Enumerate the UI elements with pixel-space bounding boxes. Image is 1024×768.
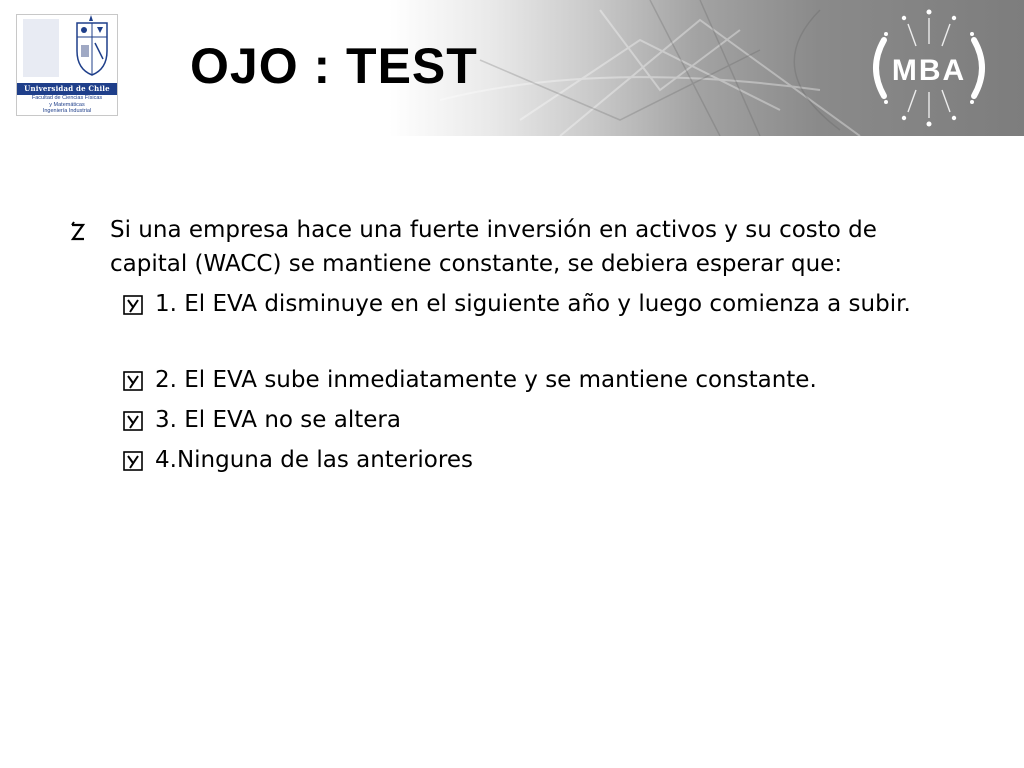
university-faculty bbox=[17, 95, 117, 115]
university-name: Universidad de Chile bbox=[17, 83, 117, 95]
slide-title: OJO : TEST bbox=[190, 38, 478, 94]
y-bullet-icon bbox=[123, 451, 143, 471]
mba-logo-text: MBA bbox=[891, 54, 967, 87]
option-2-text: 2. El EVA sube inmediatamente y se mantiene constante. bbox=[155, 367, 817, 393]
option-1-text: 1. El EVA disminuye en el siguiente año y luego comienza a subir. bbox=[155, 291, 911, 317]
y-bullet-icon bbox=[123, 411, 143, 431]
option-3-text: 3. El EVA no se altera bbox=[155, 407, 401, 433]
z-bullet-icon bbox=[70, 213, 86, 259]
y-bullet-icon bbox=[123, 371, 143, 391]
faculty-line-1: Facultad de Ciencias Físicas bbox=[31, 95, 103, 101]
university-logo bbox=[16, 14, 118, 116]
mba-logo bbox=[862, 6, 996, 130]
faculty-line-3: Ingeniería Industrial bbox=[42, 108, 92, 114]
header-band bbox=[0, 0, 1024, 136]
option-4-text: 4.Ninguna de las anteriores bbox=[155, 447, 473, 473]
main-bullet-text: Si una empresa hace una fuerte inversión en activos y su costo de capital (WACC) se mantiene constante, se debiera esperar que: bbox=[110, 217, 877, 277]
y-bullet-icon bbox=[123, 295, 143, 315]
faculty-line-2: y Matemáticas bbox=[49, 101, 85, 108]
university-shield-icon bbox=[17, 15, 117, 83]
